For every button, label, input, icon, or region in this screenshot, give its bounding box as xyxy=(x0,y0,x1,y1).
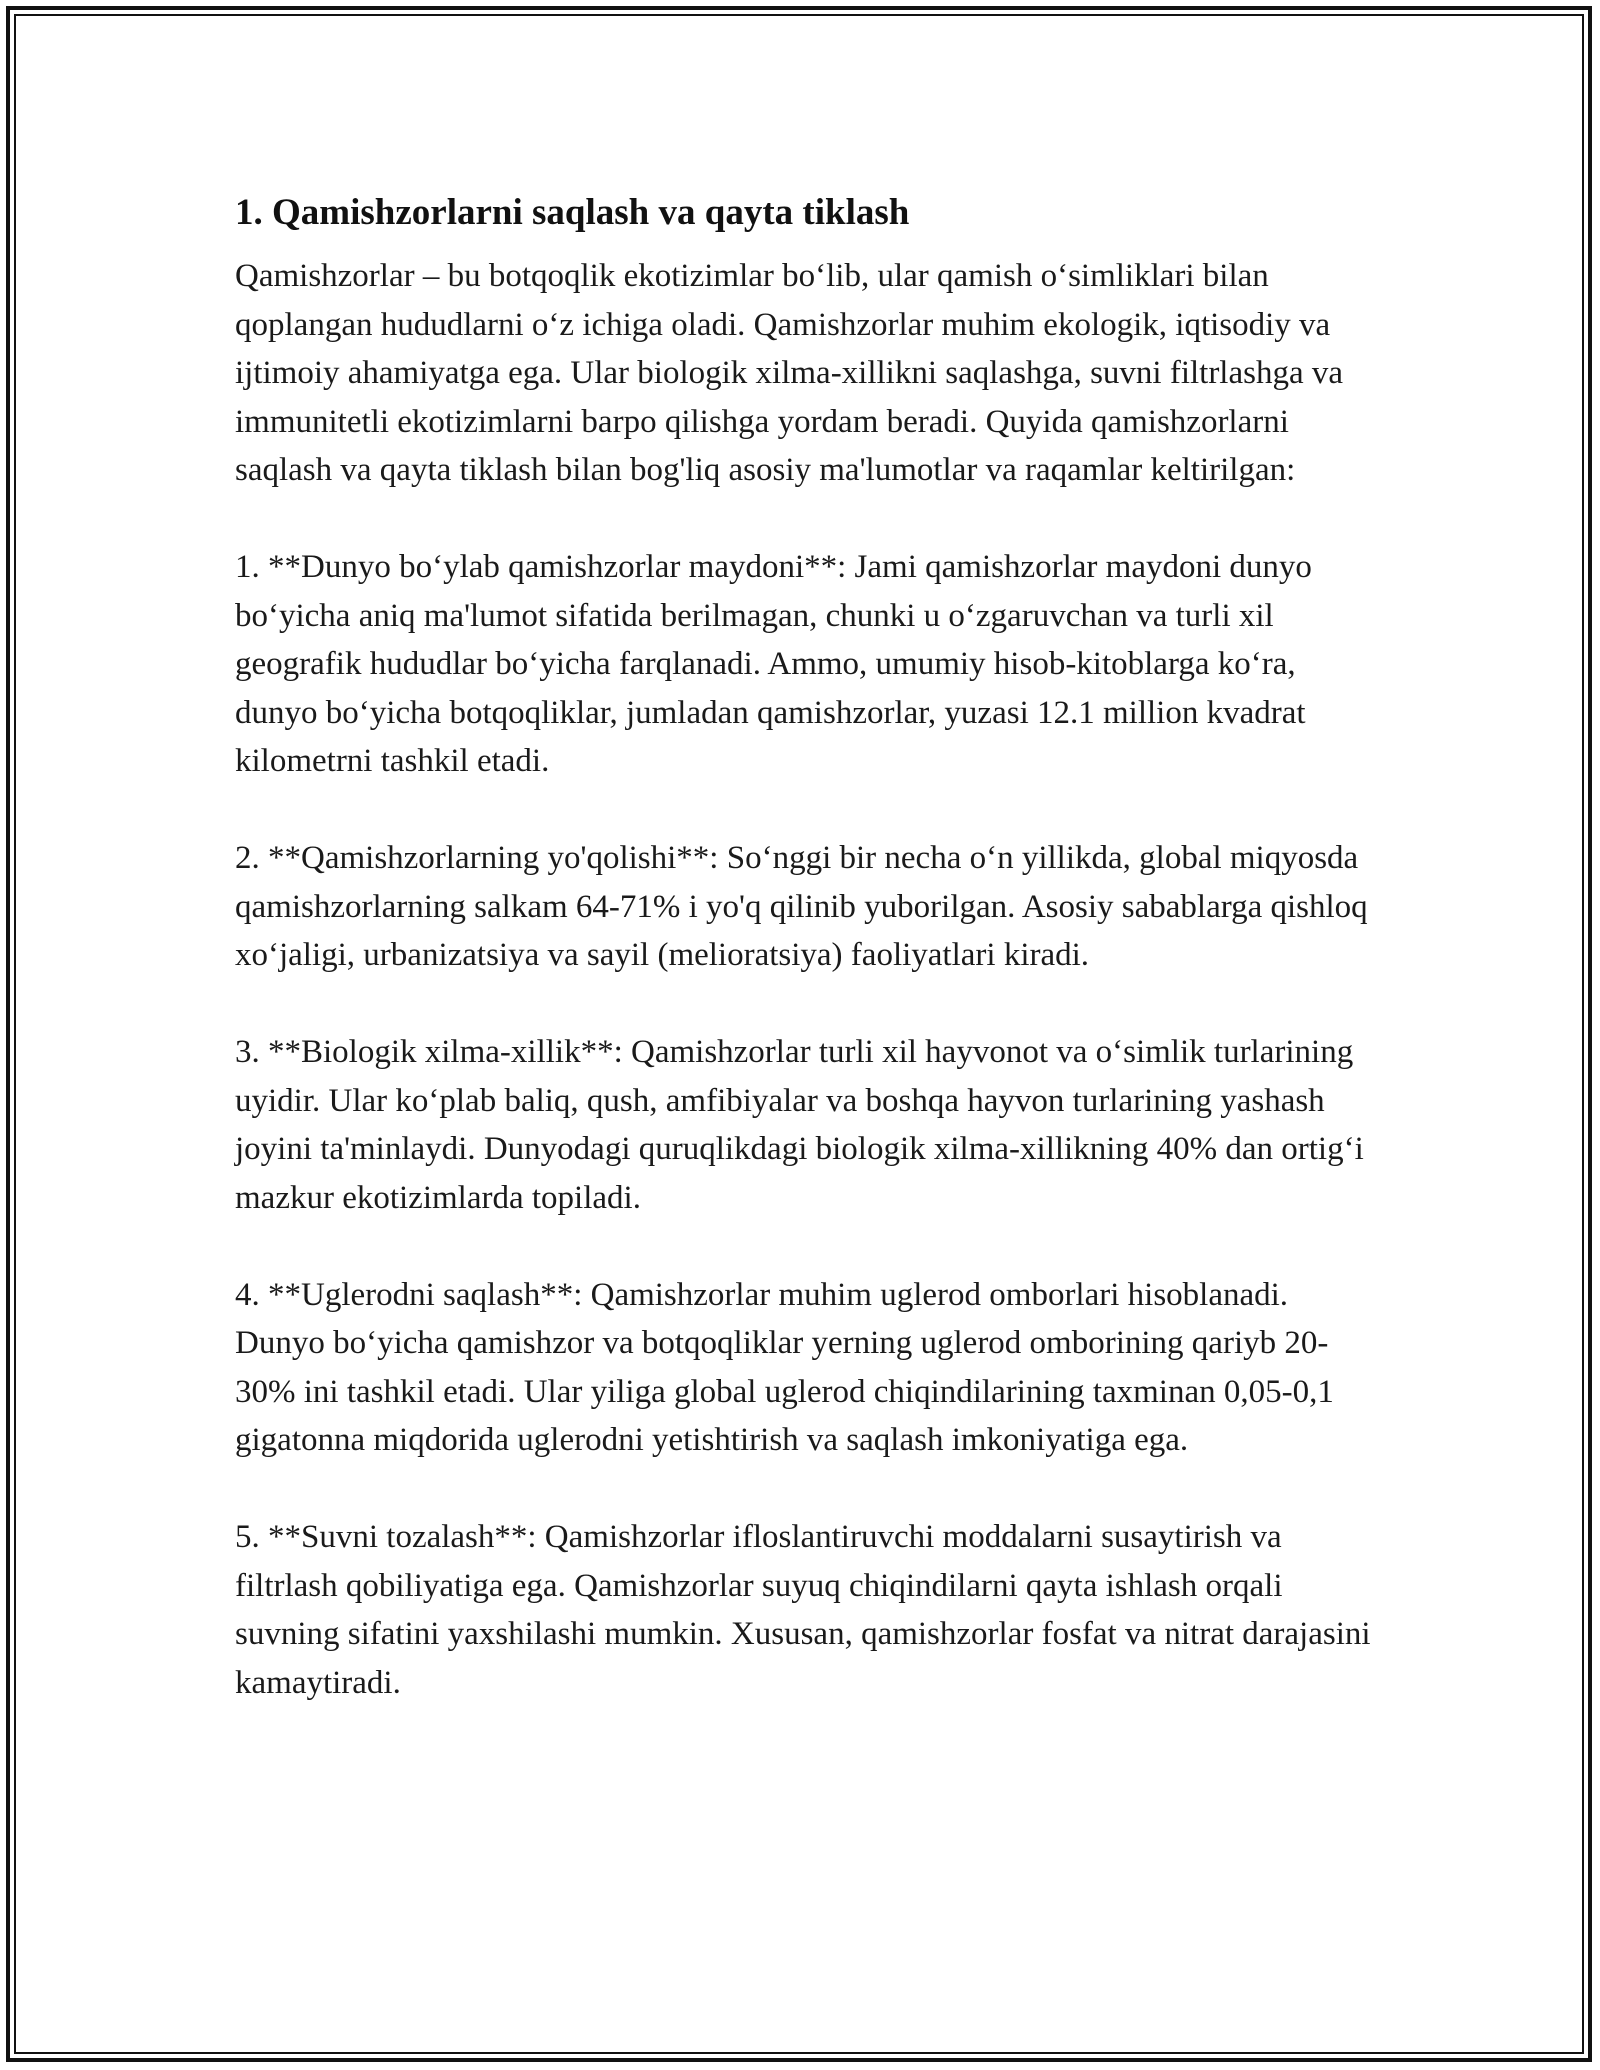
paragraph-biodiversity: 3. **Biologik xilma-xillik**: Qamishzorlar turli xil hayvonot va o‘simlik turlarining uyidir. Ular ko‘plab baliq, qush, amfibiyalar va boshqa hayvon turlarining yashash joyini ta'minlaydi. Dunyodagi quruqlikdagi biologik xilma-xillikning 40% dan ortig‘i mazkur ekotizimlarda topiladi. xyxy=(235,1034,1364,1216)
paragraph-wetland-area: 1. **Dunyo bo‘ylab qamishzorlar maydoni**: Jami qamishzorlar maydoni dunyo bo‘yicha aniq ma'lumot sifatida berilmagan, chunki u o‘zgaruvchan va turli xil geografik hududlar bo‘yicha farqlanadi. Ammo, umumiy hisob-kitoblarga ko‘ra, dunyo bo‘yicha botqoqliklar, jumladan qamishzorlar, yuzasi 12.1 million kvadrat kilometrni tashkil etadi. xyxy=(235,549,1312,779)
paragraph-water-purification: 5. **Suvni tozalash**: Qamishzorlar ifloslantiruvchi moddalarni susaytirish va filtrlash qobiliyatiga ega. Qamishzorlar suyuq chiqindilarni qayta ishlash orqali suvning sifatini yaxshilashi mumkin. Xususan, qamishzorlar fosfat va nitrat darajasini kamaytiradi. xyxy=(235,1519,1371,1701)
intro-paragraph: Qamishzorlar – bu botqoqlik ekotizimlar bo‘lib, ular qamish o‘simliklari bilan qoplangan hududlarni o‘z ichiga oladi. Qamishzorlar muhim ekologik, iqtisodiy va ijtimoiy ahamiyatga ega. Ular biologik xilma-xillikni saqlashga, suvni filtrlashga va immunitetli ekotizimlarni barpo qilishga yordam beradi. Quyida qamishzorlarni saqlash va qayta tiklash bilan bog'liq asosiy ma'lumotlar va raqamlar keltirilgan: xyxy=(235,258,1344,488)
document-title: 1. Qamishzorlarni saqlash va qayta tiklash xyxy=(235,192,910,233)
document-body xyxy=(235,188,1385,1756)
paragraph-carbon-storage: 4. **Uglerodni saqlash**: Qamishzorlar muhim uglerod omborlari hisoblanadi. Dunyo bo‘yicha qamishzor va botqoqliklar yerning uglerod omborining qariyb 20-30% ini tashkil etadi. Ular yiliga global uglerod chiqindilarining taxminan 0,05-0,1 gigatonna miqdorida uglerodni yetishtirish va saqlash imkoniyatiga ega. xyxy=(235,1276,1334,1458)
paragraph-wetland-loss: 2. **Qamishzorlarning yo'qolishi**: So‘nggi bir necha o‘n yillikda, global miqyosda qamishzorlarning salkam 64-71% i yo'q qilinib yuborilgan. Asosiy sabablarga qishloq xo‘jaligi, urbanizatsiya va sayil (melioratsiya) faoliyatlari kiradi. xyxy=(235,840,1368,973)
